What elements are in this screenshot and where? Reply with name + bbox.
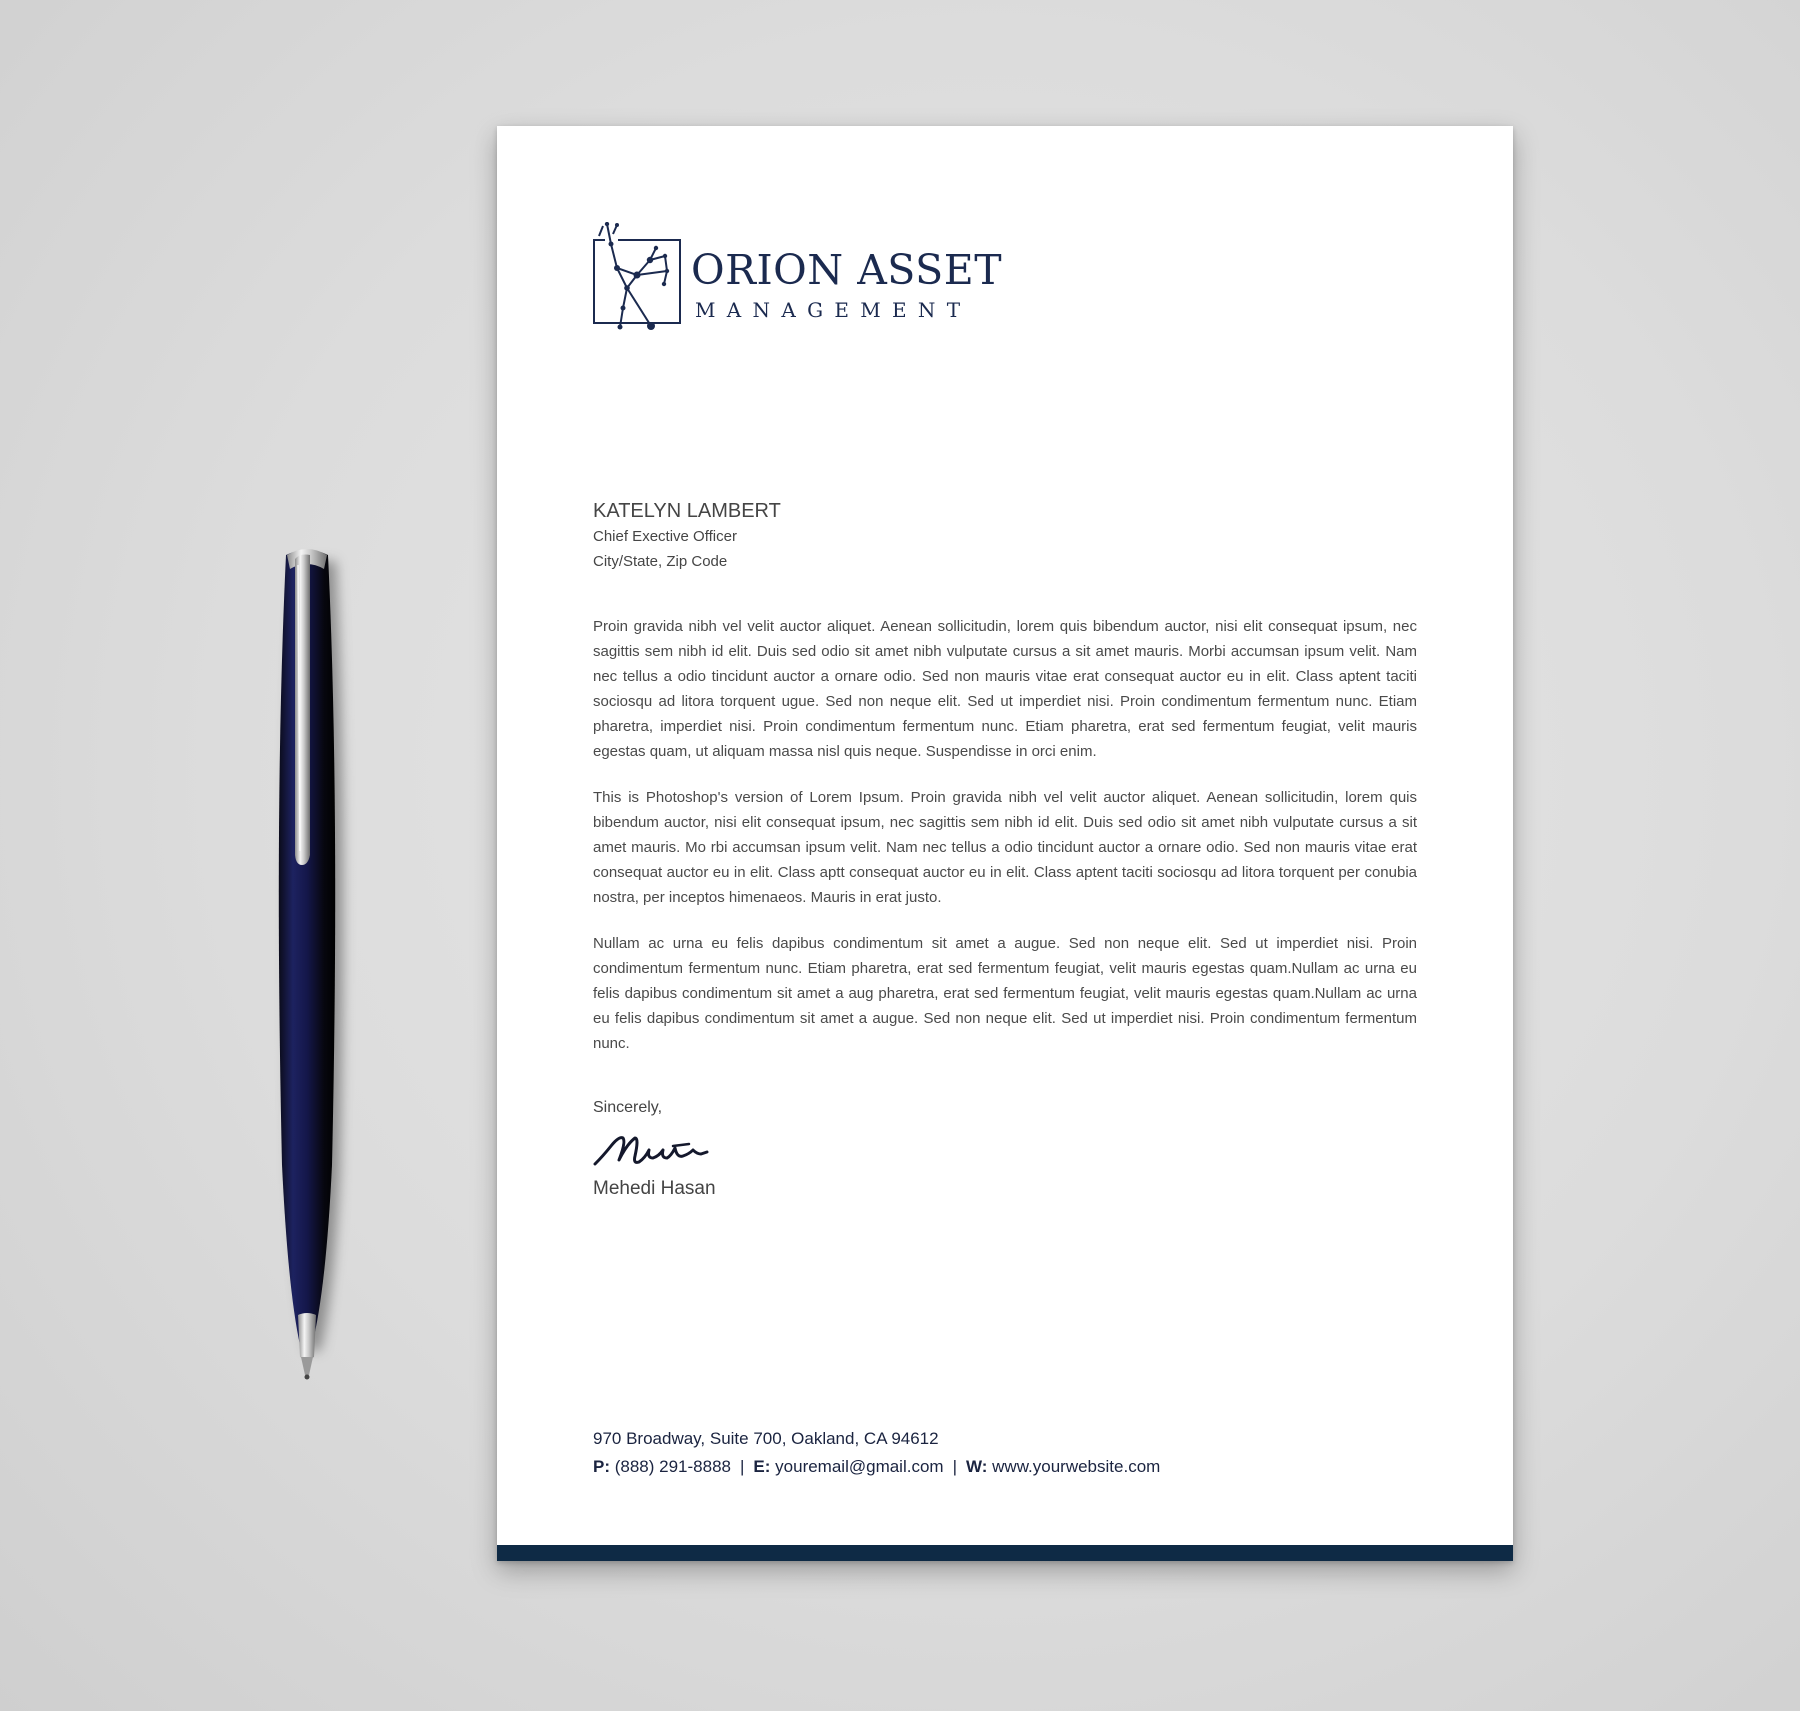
recipient-block	[593, 498, 781, 574]
salutation: Sincerely,	[593, 1099, 663, 1116]
website-url: www.yourwebsite.com	[992, 1457, 1161, 1476]
pen-graphic	[270, 545, 340, 1395]
email-address: youremail@gmail.com	[775, 1457, 944, 1476]
closing-block	[593, 1096, 723, 1202]
footer-color-bar	[497, 1545, 1513, 1561]
contact-footer	[593, 1425, 1160, 1481]
website-label: W:	[966, 1457, 988, 1476]
signer-name: Mehedi Hasan	[593, 1178, 716, 1199]
pen	[270, 545, 340, 1395]
footer-address: 970 Broadway, Suite 700, Oakland, CA 94612	[593, 1429, 939, 1448]
phone-number: (888) 291-8888	[614, 1457, 731, 1476]
company-logo	[593, 222, 1043, 337]
email-label: E:	[753, 1457, 771, 1476]
footer-contact-line	[593, 1453, 1160, 1481]
body-paragraph: Proin gravida nibh vel velit auctor aliquet. Aenean sollicitudin, lorem quis bibendum auctor, nisi elit consequat ipsum, nec sagittis sem nibh id elit. Duis sed odio sit amet nibh vulputate cursus a sit amet mauris. Morbi accumsan ipsum velit. Nam nec tellus a odio tincidunt auctor a ornare odio. Sed non mauris vitae erat consequat auctor eu in elit. Class aptent taciti sociosqu ad litora torquent ugue. Sed non neque elit. Sed ut imperdiet nisi. Proin condimentum fermentum nunc. Etiam pharetra, imperdiet nisi. Proin condimentum fermentum nunc. Etiam pharetra, erat sed fermentum feugiat, velit mauris egestas quam, ut aliquam massa nisl quis neque. Suspendisse in orci enim.	[593, 618, 1417, 760]
signature-graphic	[593, 1126, 723, 1174]
logo-subtitle: MANAGEMENT	[695, 298, 972, 322]
recipient-title: Chief Exective Officer	[593, 528, 737, 545]
recipient-location: City/State, Zip Code	[593, 553, 728, 570]
recipient-name: KATELYN LAMBERT	[593, 500, 781, 522]
body-paragraph: This is Photoshop's version of Lorem Ipsum. Proin gravida nibh vel velit auctor aliquet. Aenean sollicitudin, lorem quis bibendum auctor, nisi elit consequat ipsum, nec sagittis sem nibh id elit. Duis sed odio sit amet nibh vulputate cursus a sit amet mauris. Mo rbi accumsan ipsum velit. Nam nec tellus a odio tincidunt auctor a ornare odio. Sed non mauris vitae erat consequat auctor eu in elit. Class aptt consequat auctor eu in elit. Class aptent taciti sociosqu ad litora torquent per conubia nostra, per inceptos himenaeos. Mauris in erat justo.	[593, 789, 1417, 906]
body-paragraph: Nullam ac urna eu felis dapibus condimentum sit amet a augue. Sed non neque elit. Sed ut imperdiet nisi. Proin condimentum fermentum nunc. Etiam pharetra, erat sed fermentum feugiat, velit mauris egestas quam.Nullam ac urna eu felis dapibus condimentum sit amet a aug pharetra, erat sed fermentum feugiat, velit mauris egestas quam.Nullam ac urna eu felis dapibus condimentum sit amet a augue. Sed non neque elit. Sed ut imperdiet nisi. Proin condimentum fermentum nunc.	[593, 935, 1417, 1052]
letter-body	[593, 614, 1417, 1077]
separator: |	[740, 1457, 745, 1476]
letterhead-page	[497, 126, 1513, 1561]
logo-title: ORION ASSET	[691, 246, 1003, 294]
orion-constellation-icon	[593, 222, 683, 337]
phone-label: P:	[593, 1457, 610, 1476]
separator: |	[952, 1457, 957, 1476]
